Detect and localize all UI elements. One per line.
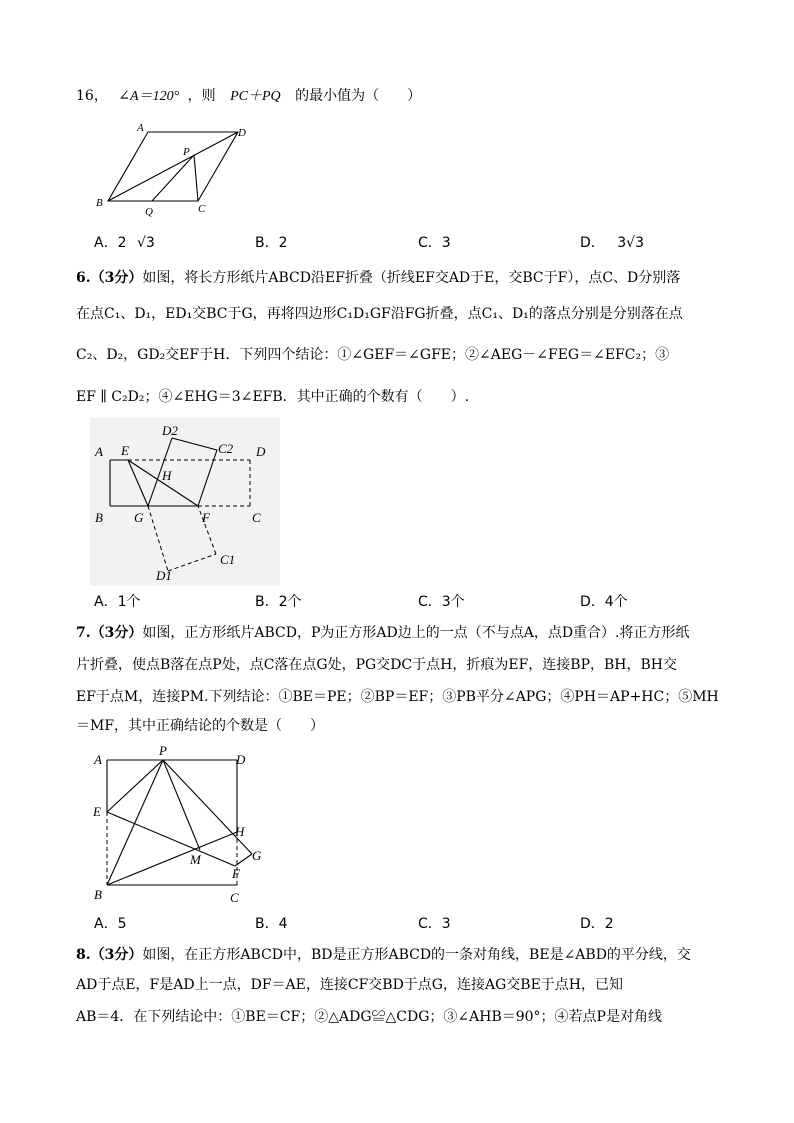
q6-option-c[interactable]: C．3个 [418,594,465,610]
q6-line-3: C₂、D₂，GD₂交EF于H．下列四个结论：①∠GEF＝∠GFE；②∠AEG－∠FEG＝∠EFC₂；③ [76,347,670,363]
q6-line-2: 在点C₁、D₁，ED₁交BC于G，再将四边形C₁D₁GF沿FG折叠，点C₁、D₁的落点分别是分别落在点 [76,306,683,322]
q16-label-p: P [183,146,190,158]
q16-expression: PC＋PQ [230,89,281,104]
q6-option-a[interactable]: A．1个 [94,594,141,610]
q16-option-a[interactable]: A．2 [94,235,127,251]
q6-label-d2: D2 [162,423,178,438]
q16-label-q: Q [145,206,153,218]
q16-tail: 的最小值为（ ） [295,88,422,104]
q6-label-a: A [95,444,103,459]
q6-label-c: C [252,510,261,525]
q6-label-e: E [121,443,129,458]
q6-label-b: B [95,510,103,525]
q16-option-d-value: 3√3 [617,235,644,251]
q16-label-b: B [96,197,103,209]
q16-label-a: A [137,122,144,134]
q7-segment-pm [163,760,200,850]
q16-option-b[interactable]: B．2 [255,235,288,251]
q8-number: 8.（3分） [76,947,143,963]
q16-segment-pc [194,155,198,201]
q7-option-a[interactable]: A．5 [94,916,127,932]
q6-label-g: G [134,510,144,525]
q7-fold-ef [107,812,235,866]
q6-line-4: EF ∥ C₂D₂；④∠EHG＝3∠EFB．其中正确的个数有（ ）. [76,389,470,405]
q6-label-d: D [256,444,266,459]
q8-line-2: AD于点E，F是AD上一点，DF＝AE，连接CF交BD于点G，连接AG交BE于点H，已知 [76,977,624,993]
q16-angle: ∠A＝120° [118,89,180,104]
q6-label-c2: C2 [218,441,234,456]
q7-label-m: M [190,852,201,867]
q7-option-c[interactable]: C．3 [418,916,451,932]
q6-line-1: 如图，将长方形纸片ABCD沿EF折叠（折线EF交AD于E，交BC于F），点C、D分别落 [142,270,681,286]
q7-label-e: E [93,804,101,819]
q6-label-f: F [202,510,210,525]
q16-number: 16， [76,88,108,104]
q7-segment-pg [163,760,252,854]
q16-mid: ，则 [187,88,216,104]
q6-option-d[interactable]: D．4个 [580,594,628,610]
q7-number: 7.（3分） [76,625,143,641]
q16-segment-pq [152,155,194,201]
q6-label-h: H [162,468,172,483]
q7-label-c: C [230,890,239,905]
q7-line-2: 片折叠，使点B落在点P处，点C落在点G处，PG交DC于点H，折痕为EF，连接BP，BH，BH交 [76,657,677,673]
q6-option-b[interactable]: B．2个 [255,594,302,610]
q7-line-1: 如图，正方形纸片ABCD，P为正方形AD边上的一点（不与点A，点D重合）.将正方形纸 [142,625,690,641]
q6-label-d1: D1 [156,568,172,583]
q8-line-3: AB＝4．在下列结论中：①BE＝CF；②△ADG≌△CDG；③∠AHB＝90°；④若点P是对角线 [76,1009,662,1025]
q7-label-d: D [236,752,246,767]
q7-segment-ep [107,760,163,812]
q6-number: 6.（3分） [76,270,143,286]
q16-option-c[interactable]: C．3 [418,235,451,251]
q7-option-b[interactable]: B．4 [255,916,288,932]
q7-label-a: A [94,752,102,767]
q6-figure [90,418,280,586]
q6-figure-background [90,418,280,586]
q7-label-h: H [235,824,245,839]
q7-segment-bp [107,760,163,885]
q7-label-b: B [94,887,102,902]
q16-label-d: D [238,127,246,139]
q7-line-4: ＝MF，其中正确结论的个数是（ ） [76,718,325,734]
q8-line-1: 如图，在正方形ABCD中，BD是正方形ABCD的一条对角线，BE是∠ABD的平分线，交 [142,947,691,963]
q7-label-g: G [252,848,262,863]
q16-label-c: C [198,203,206,215]
q7-label-p: P [159,743,167,758]
q16-figure [90,118,260,218]
q16-option-d[interactable]: D． [580,235,605,251]
q7-option-d[interactable]: D．2 [580,916,614,932]
q16-option-a-root: √3 [136,235,155,251]
q6-label-c1: C1 [220,552,236,567]
q7-figure [90,740,270,908]
q7-segment-gf [235,854,252,866]
q7-label-f: F [232,866,240,881]
q7-line-3: EF于点M，连接PM.下列结论：①BE＝PE；②BP＝EF；③PB平分∠APG；④PH＝AP+HC；⑤MH [76,689,719,705]
